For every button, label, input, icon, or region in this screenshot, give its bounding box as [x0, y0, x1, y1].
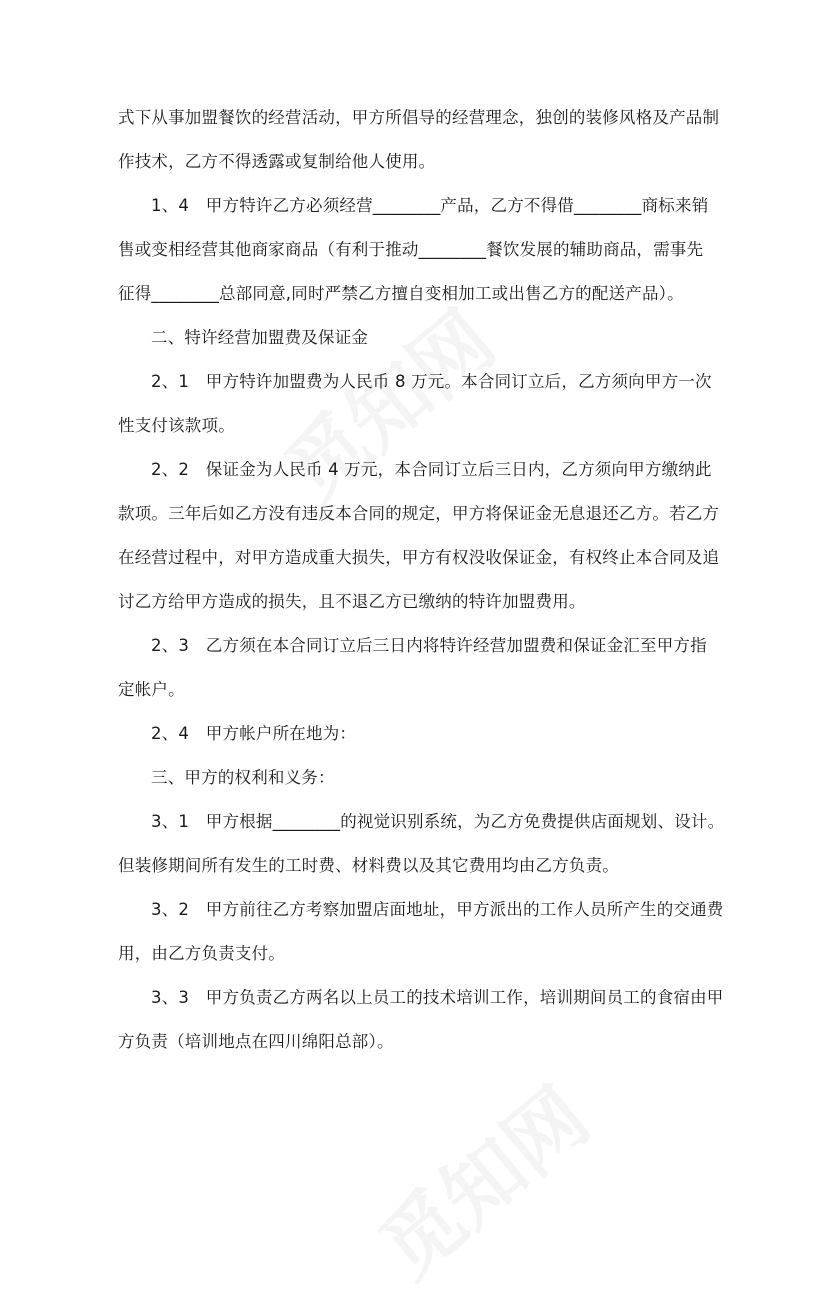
text-line: 式下从事加盟餐饮的经营活动，甲方所倡导的经营理念，独创的装修风格及产品制: [118, 108, 720, 127]
clause-2-4: 2、4 甲方帐户所在地为：: [151, 724, 357, 743]
clause-2-1: 2、1 甲方特许加盟费为人民币 8 万元。本合同订立后，乙方须向甲方一次: [151, 372, 712, 391]
text-line: 讨乙方给甲方造成的损失，且不退乙方已缴纳的特许加盟费用。: [118, 592, 586, 611]
text-line: 款项。三年后如乙方没有违反本合同的规定，甲方将保证金无息退还乙方。若乙方: [118, 504, 720, 523]
text-line: 售或变相经营其他商家商品（有利于推动________餐饮发展的辅助商品，需事先: [118, 240, 704, 259]
text-line: 性支付该款项。: [118, 416, 235, 435]
text-line: 但装修期间所有发生的工时费、材料费以及其它费用均由乙方负责。: [118, 856, 619, 875]
section-heading-2: 二、特许经营加盟费及保证金: [151, 328, 369, 347]
text-line: 方负责（培训地点在四川绵阳总部）。: [118, 1032, 394, 1051]
text-line: 用，由乙方负责支付。: [118, 944, 285, 963]
clause-2-2: 2、2 保证金为人民币 4 万元，本合同订立后三日内，乙方须向甲方缴纳此: [151, 460, 712, 479]
text-line: 在经营过程中，对甲方造成重大损失，甲方有权没收保证金，有权终止本合同及追: [118, 548, 720, 567]
clause-3-3: 3、3 甲方负责乙方两名以上员工的技术培训工作，培训期间员工的食宿由甲: [151, 988, 724, 1007]
clause-2-3: 2、3 乙方须在本合同订立后三日内将特许经营加盟费和保证金汇至甲方指: [151, 636, 707, 655]
text-line: 定帐户。: [118, 680, 185, 699]
clause-1-4: 1、4 甲方特许乙方必须经营________产品，乙方不得借________商标来销: [151, 196, 709, 215]
section-heading-3: 三、甲方的权利和义务：: [151, 768, 335, 787]
clause-3-1: 3、1 甲方根据________的视觉识别系统，为乙方免费提供店面规划、设计。: [151, 812, 725, 831]
text-line: 作技术，乙方不得透露或复制给他人使用。: [118, 152, 436, 171]
clause-3-2: 3、2 甲方前往乙方考察加盟店面地址，甲方派出的工作人员所产生的交通费: [151, 900, 724, 919]
watermark-bottom: [351, 1056, 609, 1298]
document-body: [118, 96, 725, 1064]
text-line: 征得________总部同意,同时严禁乙方擅自变相加工或出售乙方的配送产品）。: [118, 284, 684, 303]
